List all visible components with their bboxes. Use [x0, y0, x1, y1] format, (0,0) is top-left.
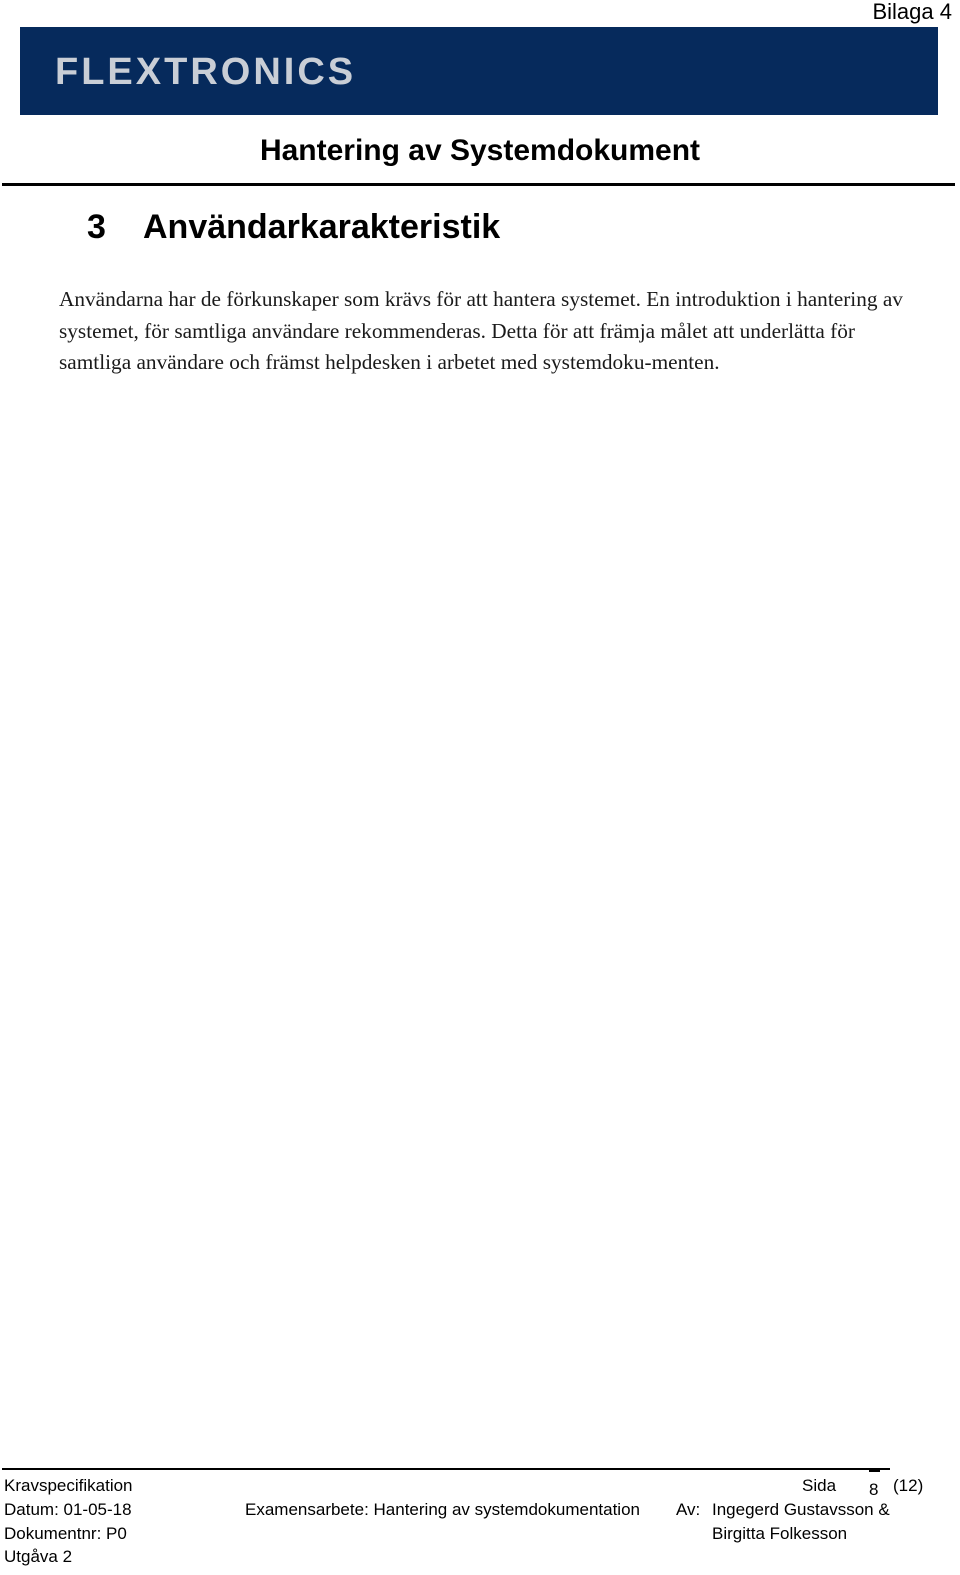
- footer-authors-label: Av:: [676, 1500, 701, 1519]
- section-title: Användarkarakteristik: [143, 208, 501, 246]
- footer-date: Datum: 01-05-18: [4, 1500, 132, 1519]
- company-banner: [20, 27, 938, 115]
- footer-project: Examensarbete: Hantering av systemdokumentation: [245, 1500, 640, 1519]
- footer-author-2: Birgitta Folkesson: [712, 1524, 848, 1543]
- header-divider: [2, 183, 955, 186]
- footer-doc-number: Dokumentnr: P0: [4, 1524, 127, 1543]
- appendix-label: Bilaga 4: [872, 0, 952, 24]
- footer-page-total: (12): [893, 1476, 924, 1495]
- footer-edition: Utgåva 2: [4, 1547, 73, 1566]
- footer-page-label: Sida: [802, 1476, 837, 1495]
- section-body: [59, 284, 909, 379]
- body-paragraph: Användarna har de förkunskaper som krävs för att hantera systemet. En introduktion i hantering av systemet, för samtliga användare rekommenderas. Detta för att främja målet att underlätta för samtliga användare och främst helpdesken i arbetet med systemdoku-menten.: [59, 287, 903, 374]
- section-heading: [87, 205, 500, 249]
- flextronics-logo: FLEXTRONICS: [55, 51, 357, 93]
- footer-divider: [2, 1468, 890, 1470]
- footer-doc-type: Kravspecifikation: [4, 1476, 133, 1495]
- footer-mark: [869, 1468, 880, 1472]
- document-title: Hantering av Systemdokument: [259, 134, 701, 167]
- section-number: 3: [87, 208, 106, 246]
- footer-author-1: Ingegerd Gustavsson &: [712, 1500, 890, 1519]
- footer-page-number: 8: [869, 1480, 879, 1499]
